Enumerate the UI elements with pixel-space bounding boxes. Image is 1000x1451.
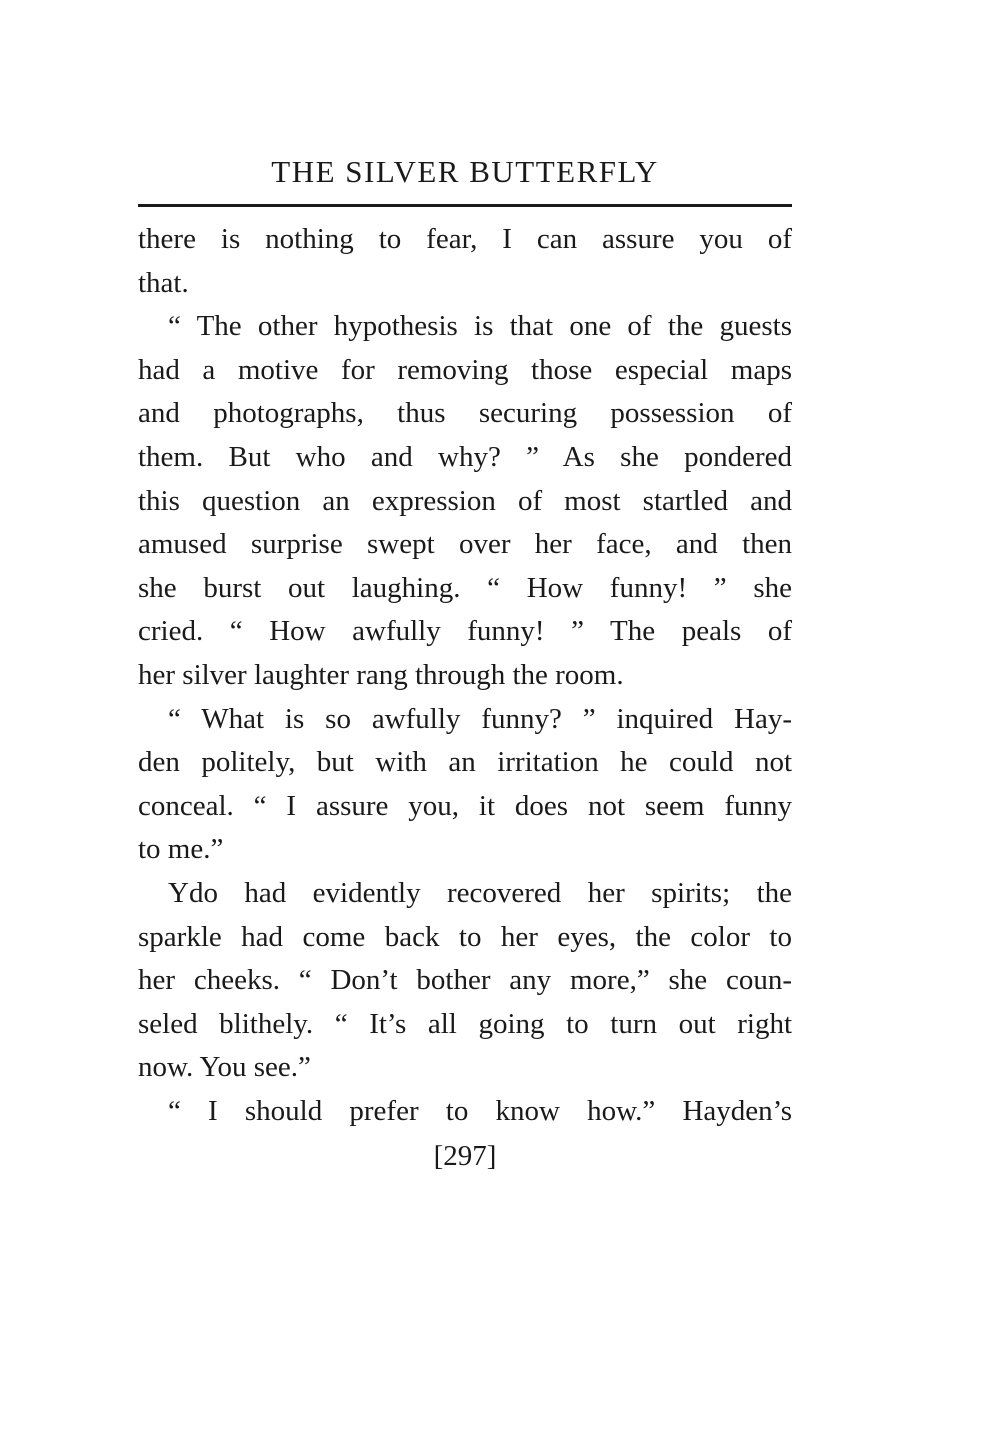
text-line: and photographs, thus securing possession of (138, 397, 792, 430)
text-line: “ The other hypothesis is that one of the guests (168, 310, 792, 343)
text-line: “ I should prefer to know how.” Hayden’s (168, 1094, 792, 1127)
page-number: [297] (433, 1140, 497, 1172)
text-line: “ What is so awfully funny? ” inquired Hay- (168, 702, 792, 735)
text-line: to me.” (138, 833, 224, 866)
text-line: she burst out laughing. “ How funny! ” she (138, 571, 792, 604)
text-line: there is nothing to fear, I can assure you of (138, 223, 792, 255)
text-line: this question an expression of most startled and (138, 484, 792, 517)
page-body-text (138, 218, 792, 1133)
text-line: her silver laughter rang through the room. (138, 658, 624, 691)
running-head-title: THE SILVER BUTTERFLY (271, 154, 659, 189)
header-rule (138, 204, 792, 207)
text-line: now. You see.” (138, 1051, 311, 1084)
text-line: sparkle had come back to her eyes, the color to (138, 920, 792, 953)
text-line: seled blithely. “ It’s all going to turn out right (138, 1007, 792, 1040)
text-line: conceal. “ I assure you, it does not seem funny (138, 789, 792, 822)
text-line: den politely, but with an irritation he could not (138, 746, 792, 779)
text-line: had a motive for removing those especial maps (138, 353, 792, 386)
text-line: cried. “ How awfully funny! ” The peals of (138, 615, 792, 648)
text-line: Ydo had evidently recovered her spirits; the (168, 876, 792, 909)
text-line: them. But who and why? ” As she pondered (138, 440, 792, 473)
text-line: her cheeks. “ Don’t bother any more,” she coun- (138, 964, 792, 997)
text-line: amused surprise swept over her face, and then (138, 528, 792, 561)
text-line: that. (138, 266, 189, 299)
